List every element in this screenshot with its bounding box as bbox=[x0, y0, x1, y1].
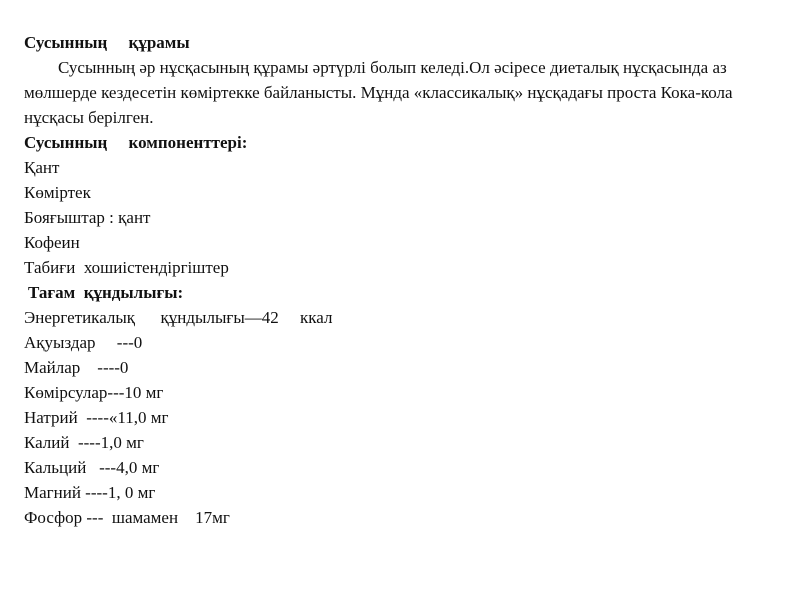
heading-components: Сусынның компоненттері: bbox=[24, 133, 248, 152]
component-item: Қант bbox=[24, 158, 60, 177]
component-item: Көміртек bbox=[24, 183, 91, 202]
nutrition-item: Калий ----1,0 мг bbox=[24, 433, 144, 452]
nutrition-item: Натрий ----«11,0 мг bbox=[24, 408, 169, 427]
heading-nutrition: Тағам құндылығы: bbox=[28, 283, 184, 302]
nutrition-item: Майлар ----0 bbox=[24, 358, 129, 377]
document-body bbox=[24, 30, 764, 530]
nutrition-item: Энергетикалық құндылығы—42 ккал bbox=[24, 308, 333, 327]
component-item: Табиғи хошиістендіргіштер bbox=[24, 258, 229, 277]
component-item: Бояғыштар : қант bbox=[24, 208, 151, 227]
heading-composition: Сусынның құрамы bbox=[24, 33, 190, 52]
component-item: Кофеин bbox=[24, 233, 80, 252]
nutrition-item: Кальций ---4,0 мг bbox=[24, 458, 160, 477]
nutrition-item: Фосфор --- шамамен 17мг bbox=[24, 508, 230, 527]
nutrition-item: Магний ----1, 0 мг bbox=[24, 483, 156, 502]
nutrition-item: Ақуыздар ---0 bbox=[24, 333, 143, 352]
intro-paragraph: Сусынның әр нұсқасының құрамы әртүрлі болып келеді.Ол әсіресе диеталық нұсқасында аз мөлшерде кездесетін көміртекке байланысты. Мұнда «классикалық» нұсқадағы проста Кока-кола нұсқасы берілген. bbox=[24, 58, 733, 127]
nutrition-item: Көмірсулар---10 мг bbox=[24, 383, 164, 402]
